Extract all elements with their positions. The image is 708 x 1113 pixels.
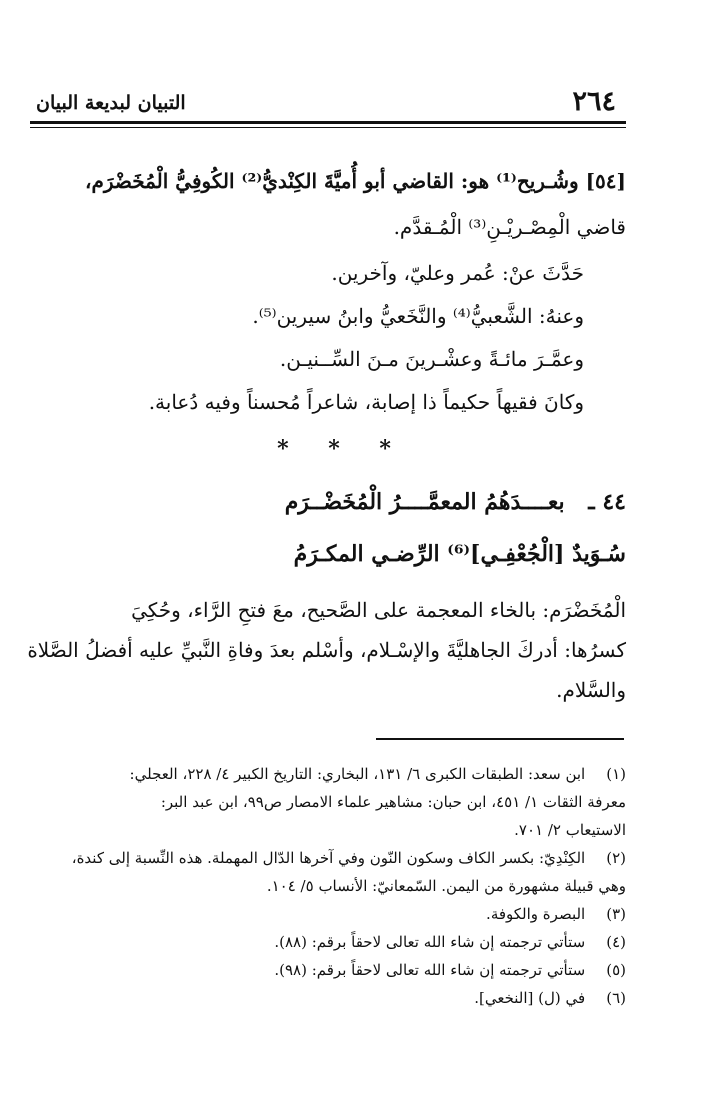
- footnote-4: [46, 928, 626, 956]
- footnote-number: (٤): [606, 933, 626, 951]
- footnote-2: [46, 844, 626, 900]
- section-separator: * * *: [277, 436, 407, 462]
- page-number: ٢٦٤: [572, 86, 616, 117]
- page-header: [30, 86, 620, 116]
- footnote-3: [46, 900, 626, 928]
- section-number: ٤٤ ـ: [588, 489, 626, 515]
- header-rule-thick: [30, 121, 626, 124]
- book-title: التبيان لبديعة البيان: [36, 92, 186, 114]
- entry-line-1: [٥٤] وشُـريح⁽¹⁾ هو: القاضي أبو أُميَّةَ الكِنْديُّ⁽²⁾ الكُوفِيُّ الْمُخَضْرَم،: [84, 169, 626, 193]
- footnote-6: [46, 984, 626, 1012]
- footnote-text: البصرة والكوفة.: [486, 905, 586, 923]
- footnote-number: (٢): [606, 849, 626, 867]
- section-title: بعــــدَهُمُ المعمَّــــرُ الْمُخَضْــرَم: [284, 489, 565, 515]
- footnote-text: الاستيعاب ٢/ ٧٠١.: [514, 821, 626, 839]
- footnote-5: [46, 956, 626, 984]
- paragraph-line-2: كسرُها: أدركَ الجاهليَّةَ والإسْـلام، وأسْلم بعدَ وفاةِ النَّبيِّ عليه أفضلُ الصَّلاة: [27, 638, 626, 662]
- footnote-text: ستأتي ترجمته إن شاء الله تعالى لاحقاً برقم: (٩٨).: [274, 961, 586, 979]
- paragraph-line-3: والسَّلام.: [556, 678, 626, 702]
- entry-line-3: حَدَّثَ عنْ: عُمر وعليّ، وآخرين.: [331, 261, 584, 285]
- footnote-text: الكِنْدِيّ: بكسر الكاف وسكون النّون وفي آخرها الدّال المهملة. هذه النِّسبة إلى كندة،: [71, 849, 586, 867]
- footnote-1: [46, 760, 626, 844]
- entry-line-6: وكانَ فقيهاً حكيماً ذا إصابة، شاعراً مُحسناً وفيه دُعابة.: [148, 390, 584, 414]
- footnote-text: ستأتي ترجمته إن شاء الله تعالى لاحقاً برقم: (٨٨).: [274, 933, 586, 951]
- footnote-text: في (ل) [النخعي].: [474, 989, 586, 1007]
- footnotes: [46, 760, 626, 1012]
- entry-line-5: وعمَّـرَ مائـةً وعشْـرينَ مـنَ السِّــنيـن.: [279, 347, 584, 371]
- footnote-number: (٦): [606, 989, 626, 1007]
- subheading: سُـوَيدٌ [الْجُعْفِـي]⁽⁶⁾ الرِّضـي المكـرَمُ: [293, 541, 626, 567]
- entry-line-4: وعنهُ: الشَّعبيُّ⁽⁴⁾ والنَّخَعيُّ وابنُ سيرين⁽⁵⁾.: [252, 304, 584, 328]
- footnote-rule: [376, 738, 624, 740]
- section-heading: [58, 482, 626, 534]
- commentary-paragraph: [27, 590, 626, 710]
- main-text: [27, 166, 626, 710]
- entry-line-2: قاضي الْمِصْـريْـنِ⁽³⁾ الْمُـقدَّم.: [393, 215, 626, 239]
- footnote-number: (١): [606, 765, 626, 783]
- footnote-number: (٥): [606, 961, 626, 979]
- footnote-number: (٣): [606, 905, 626, 923]
- header-rule-thin: [30, 127, 626, 128]
- footnote-text: معرفة الثقات ١/ ٤٥١، ابن حبان: مشاهير علماء الامصار ص٩٩، ابن عبد البر:: [160, 793, 626, 811]
- paragraph-line-1: الْمُخَضْرَم: بالخاء المعجمة على الصَّحيح، معَ فتحِ الرَّاء، وحُكِيَ: [131, 598, 626, 622]
- footnote-text: وهي قبيلة مشهورة من اليمن. السّمعانيّ: الأنساب ٥/ ١٠٤.: [266, 877, 626, 895]
- footnote-text: ابن سعد: الطبقات الكبرى ٦/ ١٣١، البخاري: التاريخ الكبير ٤/ ٢٢٨، العجلي:: [129, 765, 586, 783]
